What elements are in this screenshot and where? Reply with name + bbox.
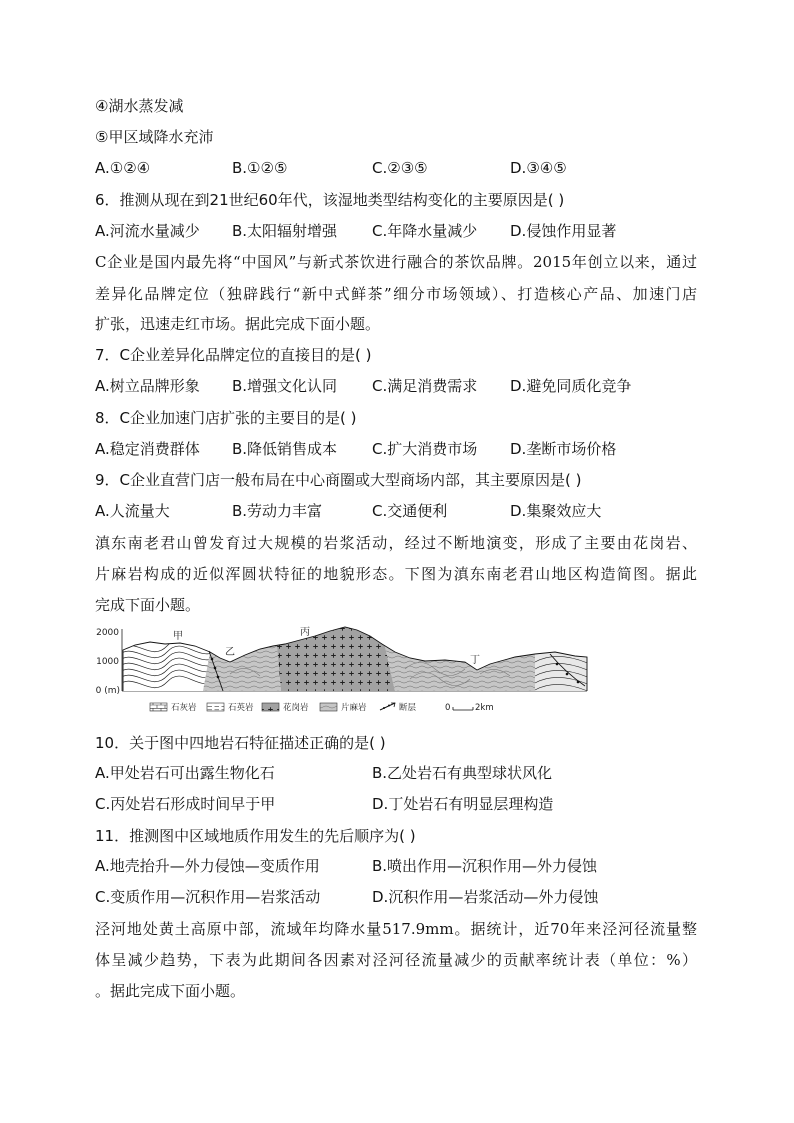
q7-option-b: B.增强文化认同 [232,377,338,395]
q11-option-b: B.喷出作用—沉积作用—外力侵蚀 [372,857,598,875]
q7-option-c: C.满足消费需求 [372,377,478,395]
legend-fault-symbol [380,703,395,710]
granite-body [275,624,395,691]
q5-statement-5: ⑤甲区域降水充沛 [95,128,214,146]
q5-option-a: A.①②④ [95,159,151,177]
q5-options [95,153,697,183]
q11-options-row-2 [95,882,697,912]
q11-option-c: C.变质作用—沉积作用—岩浆活动 [95,888,321,906]
q8-option-d: D.垄断市场价格 [510,440,617,458]
q9-option-a: A.人流量大 [95,502,170,520]
q5-option-c: C.②③⑤ [372,159,428,177]
q6-option-c: C.年降水量减少 [372,222,478,240]
q10-options-row-1 [95,758,697,788]
q5-option-d: D.③④⑤ [510,159,567,177]
legend-quartzite-swatch [207,703,224,711]
scale-bar [453,707,473,710]
label-jia: 甲 [173,631,183,642]
q7-stem: 7．C企业差异化品牌定位的直接目的是( ) [95,346,372,364]
label-ding: 丁 [470,655,480,666]
q5-statement-4: ④湖水蒸发减 [95,97,184,115]
legend-limestone-swatch [150,703,167,711]
q8-option-a: A.稳定消费群体 [95,440,200,458]
scale-start-label: 0 [445,703,451,713]
geologic-section-figure [95,624,595,720]
passage-laojun-line-3: 完成下面小题。 [95,596,201,614]
y-tick-2000: 2000 [96,628,119,638]
passage-laojun-line-2: 片麻岩构成的近似浑圆状特征的地貌形态。下图为滇东南老君山地区构造简图。据此 [95,565,697,583]
passage-jinghe-line-2: 体呈减少趋势，下表为此期间各因素对泾河径流量减少的贡献率统计表（单位：%） [95,951,697,969]
legend-granite-swatch [262,703,279,711]
rock-profile [115,624,595,692]
figure-legend [150,702,494,713]
q11-option-a: A.地壳抬升—外力侵蚀—变质作用 [95,857,320,875]
y-tick-1000: 1000 [96,657,119,667]
q10-option-a: A.甲处岩石可出露生物化石 [95,764,275,782]
q9-stem: 9．C企业直营门店一般布局在中心商圈或大型商场内部，其主要原因是( ) [95,471,582,489]
q8-options [95,434,697,464]
q9-option-b: B.劳动力丰富 [232,502,323,520]
legend-gneiss-label: 片麻岩 [341,703,367,713]
q9-option-c: C.交通便利 [372,502,448,520]
q6-option-b: B.太阳辐射增强 [232,222,338,240]
folded-strata-right [535,624,595,691]
passage-jinghe-line-3: 。据此完成下面小题。 [95,982,246,1000]
q9-options [95,496,697,526]
passage-c-line-2: 差异化品牌定位（独辟践行“新中式鲜茶”细分市场领域）、打造核心产品、加速门店 [95,285,697,303]
q6-options [95,216,697,246]
label-yi: 乙 [225,647,235,658]
q8-option-b: B.降低销售成本 [232,440,338,458]
legend-fault-label: 断层 [399,703,417,713]
q8-stem: 8．C企业加速门店扩张的主要目的是( ) [95,409,357,427]
passage-laojun-line-1: 滇东南老君山曾发育过大规模的岩浆活动，经过不断地演变，形成了主要由花岗岩、 [95,534,697,552]
passage-c-line-3: 扩张，迅速走红市场。据此完成下面小题。 [95,315,381,333]
legend-granite-label: 花岗岩 [283,703,309,713]
scale-end-label: 2km [475,703,494,713]
q10-option-d: D.丁处岩石有明显层理构造 [372,795,554,813]
q10-option-b: B.乙处岩石有典型球状风化 [372,764,553,782]
legend-limestone-label: 石灰岩 [171,703,197,713]
passage-c-line-1: C企业是国内最先将“中国风”与新式茶饮进行融合的茶饮品牌。2015年创立以来，通过 [95,253,697,271]
q9-option-d: D.集聚效应大 [510,502,602,520]
q11-option-d: D.沉积作用—岩浆活动—外力侵蚀 [372,888,599,906]
q5-option-b: B.①②⑤ [232,159,288,177]
q11-stem: 11．推测图中区域地质作用发生的先后顺序为( ) [95,827,416,845]
q10-option-c: C.丙处岩石形成时间早于甲 [95,795,276,813]
legend-quartzite-label: 石英岩 [228,703,254,713]
q8-option-c: C.扩大消费市场 [372,440,478,458]
q7-option-a: A.树立品牌形象 [95,377,200,395]
passage-jinghe-line-1: 泾河地处黄土高原中部，流域年均降水量517.9mm。据统计，近70年来泾河径流量整 [95,920,697,938]
q10-stem: 10．关于图中四地岩石特征描述正确的是( ) [95,734,386,752]
y-tick-0: 0 (m) [95,686,120,696]
legend-gneiss-swatch [320,703,337,711]
gneiss-middle [203,624,281,691]
q6-option-a: A.河流水量减少 [95,222,200,240]
label-bing: 丙 [300,627,310,638]
q11-options-row-1 [95,851,697,881]
q7-option-d: D.避免同质化竞争 [510,377,632,395]
q7-options [95,371,697,401]
q6-stem: 6．推测从现在到21世纪60年代，该湿地类型结构变化的主要原因是( ) [95,191,565,209]
q10-options-row-2 [95,789,697,819]
q6-option-d: D.侵蚀作用显著 [510,222,617,240]
